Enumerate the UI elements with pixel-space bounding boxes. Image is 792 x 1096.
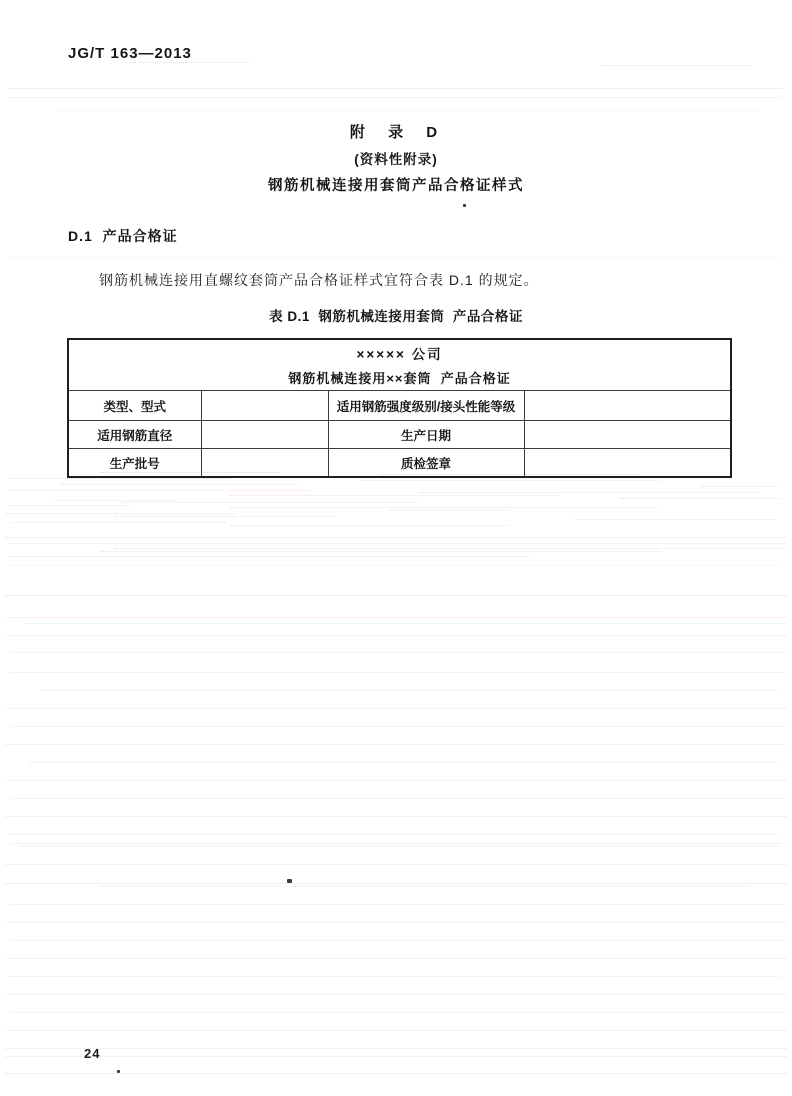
scan-artifact-line [700, 486, 780, 487]
scan-artifact-line [6, 513, 236, 514]
field-label: 质检签章 [328, 449, 524, 478]
scan-artifact-line [10, 672, 785, 673]
table-row [68, 449, 731, 478]
scan-artifact-line [5, 635, 787, 636]
scan-artifact-line [5, 994, 787, 995]
scan-artifact-line [10, 505, 130, 506]
scan-artifact-line [120, 502, 420, 503]
table-caption: 表 D.1 钢筋机械连接用套筒 产品合格证 [269, 309, 523, 324]
scan-artifact-line [55, 500, 175, 501]
scan-artifact-line [5, 1048, 787, 1049]
field-value-blank [201, 391, 328, 421]
scan-artifact-line [115, 548, 785, 549]
appendix-title: 附 录 D [349, 124, 443, 141]
field-label: 适用钢筋强度级别/接头性能等级 [328, 391, 524, 421]
scan-artifact-line [5, 744, 785, 745]
scan-artifact-line [360, 480, 660, 481]
certificate-table [67, 338, 732, 478]
scan-artifact-line [130, 62, 250, 63]
scan-artifact-line [60, 484, 300, 485]
standard-code-header: JG/T 163—2013 [68, 45, 192, 62]
field-value-blank [201, 421, 328, 449]
scan-artifact-line [100, 886, 750, 887]
scan-speck [117, 1070, 120, 1073]
company-name-line: ××××× 公司 [356, 347, 443, 362]
scan-speck [463, 204, 466, 207]
field-value-blank [524, 449, 731, 478]
scan-artifact-line [5, 816, 787, 817]
scan-artifact-line [420, 492, 760, 493]
scan-artifact-line [10, 257, 782, 258]
scan-artifact-line [5, 864, 787, 865]
scan-artifact-line [5, 537, 785, 538]
scan-artifact-line [100, 551, 660, 552]
table-header-row [68, 339, 731, 391]
scan-artifact-line [10, 88, 782, 89]
scan-artifact-line [10, 904, 785, 905]
appendix-informative-note: (资料性附录) [354, 152, 438, 167]
appendix-subject-title: 钢筋机械连接用套筒产品合格证样式 [268, 178, 524, 194]
scan-artifact-line [5, 780, 787, 781]
scan-artifact-line [10, 490, 310, 491]
scan-artifact-line [10, 976, 780, 977]
scan-artifact-line [600, 65, 750, 66]
field-label: 生产批号 [68, 449, 201, 478]
scan-artifact-line [10, 556, 530, 557]
scan-artifact-line [10, 652, 785, 653]
scan-artifact-line [115, 516, 335, 517]
scan-artifact-line [5, 922, 787, 923]
scan-artifact-line [10, 726, 785, 727]
scan-artifact-line [10, 565, 780, 566]
scan-artifact-line [230, 525, 510, 526]
body-paragraph: 钢筋机械连接用直螺纹套筒产品合格证样式宜符合表 D.1 的规定。 [99, 272, 539, 288]
scan-artifact-line [5, 958, 787, 959]
scan-artifact-line [390, 510, 510, 511]
scan-artifact-line [20, 846, 780, 847]
scan-artifact-line [5, 595, 787, 596]
certificate-title-line: 钢筋机械连接用××套筒 产品合格证 [288, 371, 511, 386]
scan-artifact-line [10, 940, 785, 941]
scan-artifact-line [5, 708, 787, 709]
scan-artifact-line [5, 1056, 787, 1057]
table-row [68, 391, 731, 421]
scan-artifact-line [60, 110, 760, 111]
scan-artifact-line [30, 762, 780, 763]
scan-artifact-line [25, 623, 785, 624]
scan-artifact-line [620, 498, 780, 499]
appendix-title-block [0, 121, 792, 195]
table-header-cell [68, 339, 731, 391]
page-number: 24 [84, 1046, 101, 1061]
scan-artifact-line [575, 519, 775, 520]
section-heading: D.1 产品合格证 [68, 228, 178, 244]
scan-artifact-line [5, 1030, 787, 1031]
scan-artifact-line [10, 522, 225, 523]
scan-artifact-line [40, 690, 780, 691]
scan-artifact-line [230, 495, 560, 496]
scan-speck [287, 879, 292, 883]
field-label: 生产日期 [328, 421, 524, 449]
scan-artifact-line [10, 543, 785, 544]
field-label: 类型、型式 [68, 391, 201, 421]
field-value-blank [201, 449, 328, 478]
scan-artifact-line [5, 1073, 787, 1074]
scan-artifact-line [10, 798, 785, 799]
scan-artifact-line [10, 97, 782, 98]
field-label: 适用钢筋直径 [68, 421, 201, 449]
field-value-blank [524, 421, 731, 449]
scan-artifact-line [10, 478, 230, 479]
scan-artifact-line [230, 507, 660, 508]
scan-artifact-line [10, 1012, 785, 1013]
scan-artifact-line [5, 617, 787, 618]
scan-artifact-line [10, 834, 780, 835]
table-row [68, 421, 731, 449]
scan-artifact-line [10, 843, 785, 844]
scan-artifact-line [5, 883, 787, 884]
field-value-blank [524, 391, 731, 421]
